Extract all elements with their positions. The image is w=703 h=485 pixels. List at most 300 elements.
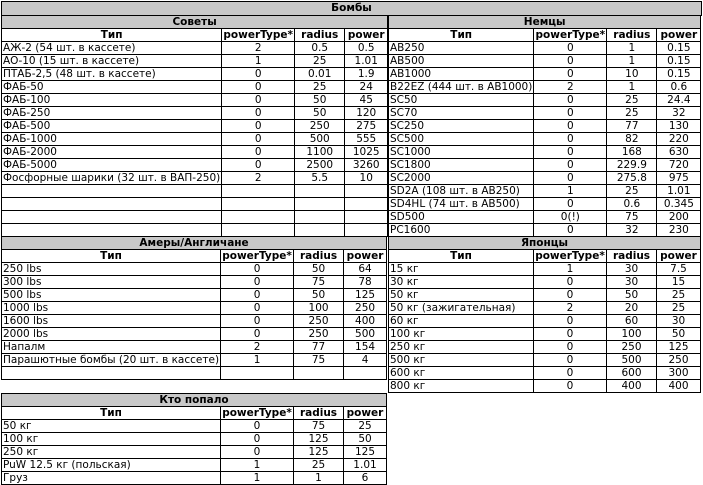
value-cell: 0 [534, 315, 607, 328]
table-row [2, 133, 388, 146]
section-title: Амеры/Англичане [2, 237, 387, 250]
column-header-row [389, 29, 701, 42]
value-cell: 500 [295, 133, 345, 146]
value-cell: 400 [657, 380, 701, 393]
value-cell: 250 [295, 120, 345, 133]
empty-row [2, 367, 387, 380]
bomb-type: SC70 [389, 107, 534, 120]
table-row [2, 94, 388, 107]
bomb-type: SC250 [389, 120, 534, 133]
table-row [389, 341, 701, 354]
bomb-type: AB500 [389, 55, 534, 68]
value-cell: 50 [607, 289, 657, 302]
table-row [389, 224, 701, 237]
value-cell: 230 [657, 224, 701, 237]
empty-cell [345, 211, 388, 224]
bomb-type: ФАБ-1000 [2, 133, 222, 146]
allies-table [1, 236, 387, 380]
value-cell: 0 [221, 446, 294, 459]
value-cell: 1.01 [345, 55, 388, 68]
value-cell: 0 [534, 198, 607, 211]
table-row [389, 120, 701, 133]
value-cell: 1 [222, 55, 295, 68]
value-cell: 82 [607, 133, 657, 146]
value-cell: 50 [294, 263, 344, 276]
value-cell: 0 [534, 42, 607, 55]
value-cell: 0 [534, 380, 607, 393]
value-cell: 1.9 [345, 68, 388, 81]
section-title-row [389, 16, 701, 29]
table-row [389, 380, 701, 393]
value-cell: 125 [294, 446, 344, 459]
bomb-type: 15 кг [389, 263, 534, 276]
value-cell: 5.5 [295, 172, 345, 185]
bomb-type: Парашютные бомбы (20 шт. в кассете) [3, 354, 220, 366]
value-cell: 600 [607, 367, 657, 380]
table-row [2, 446, 387, 459]
value-cell: 2500 [295, 159, 345, 172]
table-row [389, 68, 701, 81]
table-row [389, 81, 701, 94]
bomb-type: 50 кг (зажигательная) [389, 302, 534, 315]
value-cell: 0 [222, 94, 295, 107]
empty-cell [222, 198, 295, 211]
empty-cell [222, 211, 295, 224]
table-row [389, 302, 701, 315]
bomb-type: 500 кг [389, 354, 534, 367]
value-cell: 25 [607, 107, 657, 120]
value-cell: 50 [344, 433, 387, 446]
value-cell: 24.4 [657, 94, 701, 107]
section-title-row [2, 237, 387, 250]
empty-cell [345, 224, 388, 237]
value-cell: 0 [534, 133, 607, 146]
table-row [2, 289, 387, 302]
bomb-type: SC500 [389, 133, 534, 146]
misc-table [1, 393, 387, 485]
value-cell: 975 [657, 172, 701, 185]
empty-cell [295, 224, 345, 237]
column-header: Тип [2, 29, 222, 42]
value-cell: 6 [344, 472, 387, 485]
value-cell: 400 [344, 315, 387, 328]
bomb-type: SC50 [389, 94, 534, 107]
value-cell: 0 [534, 367, 607, 380]
table-row [389, 172, 701, 185]
bomb-type: AB1000 [389, 68, 534, 81]
table-row [2, 263, 387, 276]
empty-row [2, 198, 388, 211]
bomb-type: ФАБ-500 [2, 120, 222, 133]
empty-cell [294, 367, 344, 380]
empty-row [2, 185, 388, 198]
value-cell: 10 [607, 68, 657, 81]
section-title: Японцы [389, 237, 701, 250]
value-cell: 78 [344, 276, 387, 289]
value-cell: 75 [607, 211, 657, 224]
value-cell: 1025 [345, 146, 388, 159]
value-cell: 10 [345, 172, 388, 185]
value-cell: 0 [222, 120, 295, 133]
value-cell: 125 [657, 341, 701, 354]
bomb-type: 2000 lbs [2, 328, 221, 341]
empty-cell [2, 198, 222, 211]
section-title: Кто попало [2, 394, 387, 407]
table-row [389, 354, 701, 367]
value-cell: 168 [607, 146, 657, 159]
column-header: power [344, 250, 387, 263]
value-cell: 50 [295, 107, 345, 120]
column-header: powerType* [222, 250, 292, 262]
column-header: Тип [389, 250, 534, 263]
empty-cell [295, 185, 345, 198]
bomb-type: ФАБ-100 [2, 94, 222, 107]
value-cell: 2 [221, 341, 294, 354]
value-cell: 2 [222, 172, 295, 185]
value-cell: 2 [534, 302, 607, 315]
empty-cell [221, 367, 294, 380]
value-cell: 0 [222, 133, 295, 146]
bomb-type: SC1800 [389, 159, 534, 172]
value-cell: 154 [344, 341, 387, 354]
value-cell: 1 [221, 354, 294, 367]
value-cell: 2 [534, 81, 607, 94]
value-cell: 500 [607, 354, 657, 367]
column-header: powerType* [222, 407, 292, 419]
value-cell: 220 [657, 133, 701, 146]
column-header: Тип [389, 29, 534, 42]
value-cell: 125 [344, 446, 387, 459]
value-cell: 275 [345, 120, 388, 133]
bomb-type: 100 кг [389, 328, 534, 341]
value-cell: 0.5 [345, 42, 388, 55]
value-cell: 1100 [295, 146, 345, 159]
value-cell: 1 [534, 263, 607, 276]
bomb-type: ФАБ-5000 [2, 159, 222, 172]
value-cell: 75 [294, 420, 344, 433]
value-cell: 30 [607, 276, 657, 289]
value-cell: 0 [221, 315, 294, 328]
value-cell: 50 [294, 289, 344, 302]
value-cell: 25 [295, 81, 345, 94]
column-header: power [344, 407, 387, 420]
empty-cell [2, 211, 222, 224]
bomb-type: PC1600 [389, 224, 534, 237]
value-cell: 25 [344, 420, 387, 433]
value-cell: 250 [294, 315, 344, 328]
empty-cell [2, 367, 221, 380]
bomb-type: Напалм [2, 341, 221, 354]
table-row [389, 328, 701, 341]
soviets-table [1, 15, 388, 237]
table-row [389, 133, 701, 146]
value-cell: 20 [607, 302, 657, 315]
value-cell: 0 [534, 107, 607, 120]
value-cell: 0 [534, 276, 607, 289]
section-title: Советы [2, 16, 388, 29]
value-cell: 25 [657, 289, 701, 302]
value-cell: 0 [221, 263, 294, 276]
value-cell: 7.5 [657, 263, 701, 276]
section-title-row [2, 394, 387, 407]
table-row [389, 198, 701, 211]
value-cell: 0 [534, 341, 607, 354]
value-cell: 120 [345, 107, 388, 120]
value-cell: 200 [657, 211, 701, 224]
value-cell: 50 [295, 94, 345, 107]
value-cell: 250 [294, 328, 344, 341]
value-cell: 75 [294, 276, 344, 289]
value-cell: 1 [607, 81, 657, 94]
value-cell: 0.6 [607, 198, 657, 211]
table-row [2, 276, 387, 289]
bomb-type: 600 кг [389, 367, 534, 380]
value-cell: 0.345 [657, 198, 701, 211]
column-header-row [2, 29, 388, 42]
value-cell: 400 [607, 380, 657, 393]
value-cell: 1 [534, 185, 607, 198]
column-header: radius [607, 29, 657, 42]
value-cell: 555 [345, 133, 388, 146]
value-cell: 720 [657, 159, 701, 172]
column-header: powerType* [535, 250, 605, 262]
table-row [389, 315, 701, 328]
value-cell: 24 [345, 81, 388, 94]
bomb-type: PuW 12.5 кг (польская) [2, 459, 221, 472]
value-cell: 32 [607, 224, 657, 237]
bomb-type: B22EZ (444 шт. в AB1000) [390, 81, 533, 93]
bomb-type: SC2000 [389, 172, 534, 185]
column-header: power [657, 250, 701, 263]
value-cell: 125 [294, 433, 344, 446]
value-cell: 75 [294, 354, 344, 367]
value-cell: 0 [221, 433, 294, 446]
value-cell: 2 [222, 42, 295, 55]
table-row [2, 159, 388, 172]
bomb-type: 50 кг [389, 289, 534, 302]
column-header-row [2, 250, 387, 263]
bomb-type: SD4HL (74 шт. в AB500) [389, 198, 534, 211]
value-cell: 0.15 [657, 68, 701, 81]
table-row [2, 341, 387, 354]
table-row [389, 185, 701, 198]
empty-cell [345, 185, 388, 198]
value-cell: 0 [534, 55, 607, 68]
empty-cell [2, 224, 222, 237]
table-row [2, 433, 387, 446]
value-cell: 25 [607, 185, 657, 198]
bomb-type: АЖ-2 (54 шт. в кассете) [2, 42, 222, 55]
value-cell: 0 [534, 94, 607, 107]
value-cell: 0 [221, 420, 294, 433]
bomb-type: 60 кг [389, 315, 534, 328]
value-cell: 0.6 [657, 81, 701, 94]
value-cell: 0 [221, 289, 294, 302]
bomb-type: ФАБ-2000 [2, 146, 222, 159]
value-cell: 1 [607, 42, 657, 55]
bomb-type: ФАБ-50 [2, 81, 222, 94]
value-cell: 0.5 [295, 42, 345, 55]
bomb-type: 500 lbs [2, 289, 221, 302]
bomb-type: SD2A (108 шт. в AB250) [389, 185, 534, 198]
section-title-row [389, 237, 701, 250]
table-row [2, 420, 387, 433]
value-cell: 0 [534, 146, 607, 159]
table-row [389, 55, 701, 68]
column-header: radius [294, 250, 344, 263]
value-cell: 0 [222, 68, 295, 81]
value-cell: 0.15 [657, 42, 701, 55]
bomb-type: 250 кг [389, 341, 534, 354]
value-cell: 0 [221, 302, 294, 315]
value-cell: 0 [221, 328, 294, 341]
column-header: powerType* [535, 29, 606, 41]
table-row [389, 107, 701, 120]
value-cell: 100 [607, 328, 657, 341]
value-cell: 0 [534, 328, 607, 341]
table-row [2, 172, 388, 185]
value-cell: 630 [657, 146, 701, 159]
value-cell: 0 [534, 68, 607, 81]
column-header: radius [295, 29, 345, 42]
bomb-type: 250 кг [2, 446, 221, 459]
table-row [2, 459, 387, 472]
value-cell: 50 [657, 328, 701, 341]
value-cell: 77 [607, 120, 657, 133]
value-cell: 77 [294, 341, 344, 354]
empty-cell [344, 367, 387, 380]
value-cell: 45 [345, 94, 388, 107]
bomb-type: 800 кг [389, 380, 534, 393]
value-cell: 0 [222, 107, 295, 120]
value-cell: 500 [344, 328, 387, 341]
value-cell: 0 [222, 146, 295, 159]
value-cell: 1.01 [657, 185, 701, 198]
table-row [2, 315, 387, 328]
value-cell: 1 [294, 472, 344, 485]
column-header-row [389, 250, 701, 263]
bomb-type: 50 кг [2, 420, 221, 433]
column-header: radius [294, 407, 344, 420]
value-cell: 25 [294, 459, 344, 472]
table-row [2, 81, 388, 94]
value-cell: 0(!) [534, 211, 607, 224]
table-row [389, 289, 701, 302]
bomb-type: 1600 lbs [2, 315, 221, 328]
table-row [2, 146, 388, 159]
value-cell: 0 [222, 81, 295, 94]
section-title-row [2, 16, 388, 29]
value-cell: 0 [534, 289, 607, 302]
empty-cell [345, 198, 388, 211]
value-cell: 250 [657, 354, 701, 367]
germans-table [388, 15, 701, 237]
table-row [2, 354, 387, 367]
bomb-type: 30 кг [389, 276, 534, 289]
value-cell: 250 [607, 341, 657, 354]
table-row [389, 94, 701, 107]
table-row [389, 146, 701, 159]
table-row [2, 42, 388, 55]
table-row [389, 211, 701, 224]
value-cell: 0.15 [657, 55, 701, 68]
value-cell: 25 [295, 55, 345, 68]
value-cell: 0 [534, 354, 607, 367]
value-cell: 25 [657, 302, 701, 315]
column-header: power [345, 29, 388, 42]
bomb-type: Фосфорные шарики (32 шт. в ВАП-250) [3, 172, 221, 184]
value-cell: 4 [344, 354, 387, 367]
value-cell: 0 [534, 224, 607, 237]
empty-cell [295, 211, 345, 224]
table-row [2, 55, 388, 68]
japanese-table [388, 236, 701, 393]
section-title: Немцы [389, 16, 701, 29]
value-cell: 1 [607, 55, 657, 68]
value-cell: 130 [657, 120, 701, 133]
column-header: Тип [2, 250, 221, 263]
table-row [2, 107, 388, 120]
value-cell: 1 [221, 459, 294, 472]
empty-row [2, 224, 388, 237]
bomb-type: АО-10 (15 шт. в кассете) [2, 55, 222, 68]
empty-cell [2, 185, 222, 198]
value-cell: 1 [221, 472, 294, 485]
value-cell: 30 [657, 315, 701, 328]
bomb-type: ФАБ-250 [2, 107, 222, 120]
value-cell: 275.8 [607, 172, 657, 185]
bomb-type: 250 lbs [2, 263, 221, 276]
column-header: Тип [2, 407, 221, 420]
table-row [389, 367, 701, 380]
value-cell: 64 [344, 263, 387, 276]
empty-cell [222, 224, 295, 237]
table-row [2, 120, 388, 133]
table-row [389, 276, 701, 289]
table-row [2, 328, 387, 341]
bomb-type: Груз [2, 472, 221, 485]
value-cell: 15 [657, 276, 701, 289]
bomb-type: AB250 [389, 42, 534, 55]
value-cell: 0 [534, 120, 607, 133]
value-cell: 0 [534, 159, 607, 172]
value-cell: 25 [607, 94, 657, 107]
value-cell: 0 [534, 172, 607, 185]
bomb-type: 1000 lbs [2, 302, 221, 315]
value-cell: 32 [657, 107, 701, 120]
value-cell: 125 [344, 289, 387, 302]
empty-row [2, 211, 388, 224]
value-cell: 229.9 [607, 159, 657, 172]
column-header-row [2, 407, 387, 420]
value-cell: 60 [607, 315, 657, 328]
column-header: powerType* [223, 29, 294, 41]
bomb-type: 100 кг [2, 433, 221, 446]
value-cell: 0.01 [295, 68, 345, 81]
value-cell: 100 [294, 302, 344, 315]
column-header: power [657, 29, 701, 42]
bomb-type: 300 lbs [2, 276, 221, 289]
bomb-type: ПТАБ-2,5 (48 шт. в кассете) [2, 68, 222, 81]
bomb-type: SC1000 [389, 146, 534, 159]
empty-cell [295, 198, 345, 211]
table-row [2, 68, 388, 81]
value-cell: 250 [344, 302, 387, 315]
value-cell: 30 [607, 263, 657, 276]
table-row [389, 159, 701, 172]
value-cell: 1.01 [344, 459, 387, 472]
empty-cell [222, 185, 295, 198]
